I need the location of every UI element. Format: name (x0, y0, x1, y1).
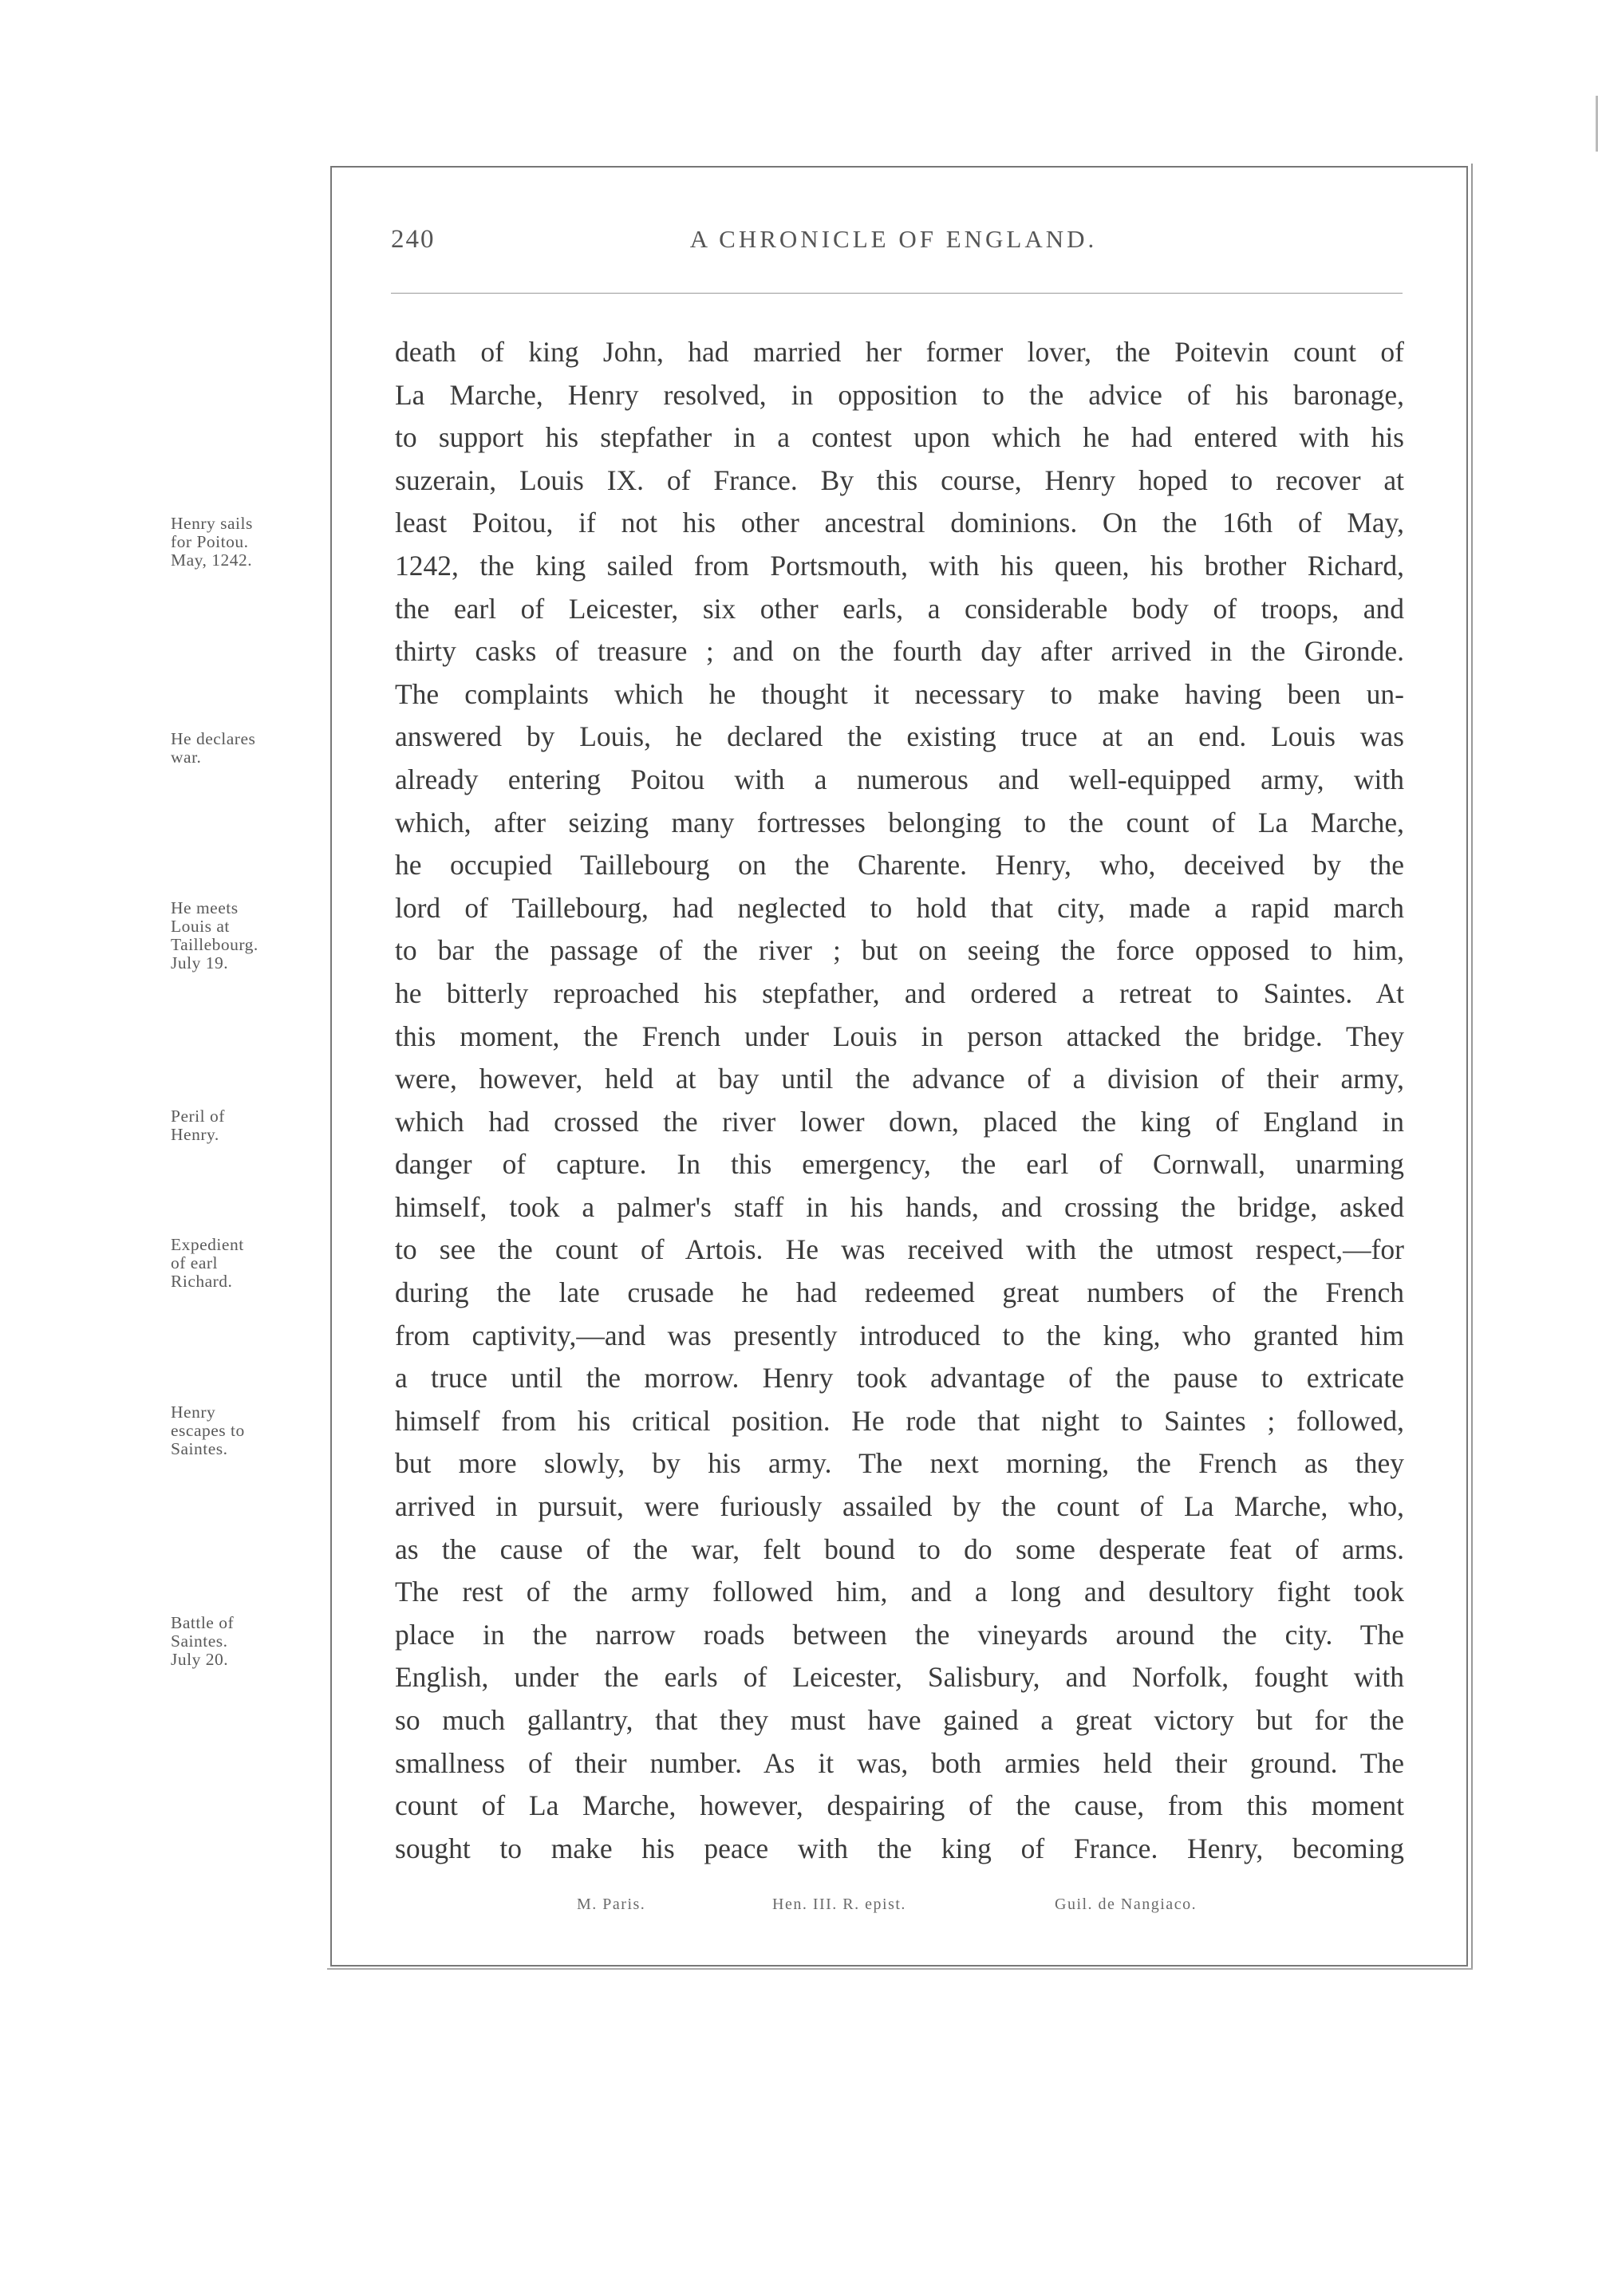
body-line: were, however, held at bay until the advance of a division of their army, (395, 1063, 1404, 1095)
body-line: death of king John, had married her former lover, the Poitevin count of (395, 336, 1404, 368)
sidenote-expedient-richard (171, 1236, 322, 1291)
running-title: A CHRONICLE OF ENGLAND. (689, 225, 1098, 253)
body-line: to see the count of Artois. He was received with the utmost respect,—for (395, 1233, 1404, 1266)
sidenote-meets-louis (171, 899, 322, 972)
body-text (395, 331, 1404, 1870)
body-line: but more slowly, by his army. The next morning, the French as they (395, 1447, 1404, 1480)
sidenote-line: Expedient (171, 1235, 244, 1254)
sidenote-line: Peril of (171, 1107, 225, 1126)
body-line: suzerain, Louis IX. of France. By this course, Henry hoped to recover at (395, 464, 1404, 496)
sidenote-line: July 19. (171, 953, 229, 972)
sidenote-line: escapes to (171, 1421, 245, 1440)
sidenote-line: July 20. (171, 1650, 229, 1669)
body-line: to support his stepfather in a contest upon which he had entered with his (395, 421, 1404, 454)
body-line: he occupied Taillebourg on the Charente. Henry, who, deceived by the (395, 849, 1404, 882)
sidenote-line: Henry sails (171, 514, 253, 533)
body-line: from captivity,—and was presently introduced to the king, who granted him (395, 1319, 1404, 1351)
sidenote-line: for Poitou. (171, 532, 249, 551)
body-line: so much gallantry, that they must have gained a great victory but for the (395, 1704, 1404, 1736)
sidenote-line: Battle of (171, 1613, 235, 1632)
body-line: count of La Marche, however, despairing of the cause, from this moment (395, 1789, 1404, 1822)
page-number: 240 (391, 225, 436, 254)
body-line: as the cause of the war, felt bound to do some desperate feat of arms. (395, 1533, 1404, 1565)
sidenote-line: May, 1242. (171, 550, 253, 570)
footnote-citation: Hen. III. R. epist. (772, 1896, 906, 1913)
body-line: he bitterly reproached his stepfather, and ordered a retreat to Saintes. At (395, 976, 1404, 1009)
sidenote-line: Saintes. (171, 1631, 228, 1651)
body-line: this moment, the French under Louis in person attacked the bridge. They (395, 1020, 1404, 1052)
body-line: answered by Louis, he declared the existing truce at an end. Louis was (395, 720, 1404, 753)
sidenote-declares-war (171, 730, 322, 767)
body-line: which had crossed the river lower down, placed the king of England in (395, 1105, 1404, 1138)
sidenote-line: Saintes. (171, 1439, 228, 1458)
body-line: danger of capture. In this emergency, the earl of Cornwall, unarming (395, 1148, 1404, 1181)
frame-edge-bottom (327, 1968, 1473, 1970)
sidenote-peril-of-henry (171, 1107, 322, 1144)
sidenote-line: war. (171, 748, 202, 767)
body-line: place in the narrow roads between the vineyards around the city. The (395, 1618, 1404, 1651)
body-line: himself from his critical position. He rode that night to Saintes ; followed, (395, 1404, 1404, 1437)
body-line: The rest of the army followed him, and a long and desultory fight took (395, 1576, 1404, 1608)
body-line: to bar the passage of the river ; but on seeing the force opposed to him, (395, 934, 1404, 967)
body-line: La Marche, Henry resolved, in opposition to the advice of his baronage, (395, 378, 1404, 411)
body-line: sought to make his peace with the king of France. Henry, becoming (395, 1832, 1404, 1864)
header-rule (391, 293, 1403, 294)
sidenote-line: of earl (171, 1253, 219, 1272)
sidenote-line: Henry. (171, 1125, 219, 1144)
body-line: The complaints which he thought it necessary to make having been un- (395, 677, 1404, 710)
sidenote-line: He meets (171, 898, 239, 917)
frame-edge-right (1471, 164, 1473, 1968)
body-line: 1242, the king sailed from Portsmouth, with his queen, his brother Richard, (395, 549, 1404, 582)
footnote-citation: M. Paris. (577, 1896, 646, 1913)
sidenote-henry-sails (171, 515, 322, 570)
sidenote-line: Richard. (171, 1272, 233, 1291)
sidenote-line: Taillebourg. (171, 935, 258, 954)
sidenote-line: He declares (171, 729, 256, 748)
footnote-citations (391, 1896, 1404, 1919)
body-line: lord of Taillebourg, had neglected to hold that city, made a rapid march (395, 891, 1404, 924)
sidenote-line: Henry (171, 1402, 216, 1422)
body-line: himself, took a palmer's staff in his hands, and crossing the bridge, asked (395, 1190, 1404, 1223)
body-line: which, after seizing many fortresses belonging to the count of La Marche, (395, 806, 1404, 838)
body-line: already entering Poitou with a numerous and well-equipped army, with (395, 763, 1404, 795)
body-line: thirty casks of treasure ; and on the fourth day after arrived in the Gironde. (395, 635, 1404, 668)
body-line: the earl of Leicester, six other earls, a considerable body of troops, and (395, 592, 1404, 625)
body-line: least Poitou, if not his other ancestral dominions. On the 16th of May, (395, 507, 1404, 539)
body-line: a truce until the morrow. Henry took advantage of the pause to extricate (395, 1362, 1404, 1395)
body-line: during the late crusade he had redeemed great numbers of the French (395, 1276, 1404, 1309)
body-line: arrived in pursuit, were furiously assailed by the count of La Marche, who, (395, 1490, 1404, 1523)
sidenote-henry-escapes (171, 1403, 322, 1458)
sidenote-line: Louis at (171, 917, 230, 936)
sidenote-battle-of-saintes (171, 1614, 322, 1669)
footnote-citation: Guil. de Nangiaco. (1055, 1896, 1198, 1913)
body-line: smallness of their number. As it was, both armies held their ground. The (395, 1746, 1404, 1779)
running-head (391, 225, 1404, 265)
body-line: English, under the earls of Leicester, Salisbury, and Norfolk, fought with (395, 1661, 1404, 1694)
